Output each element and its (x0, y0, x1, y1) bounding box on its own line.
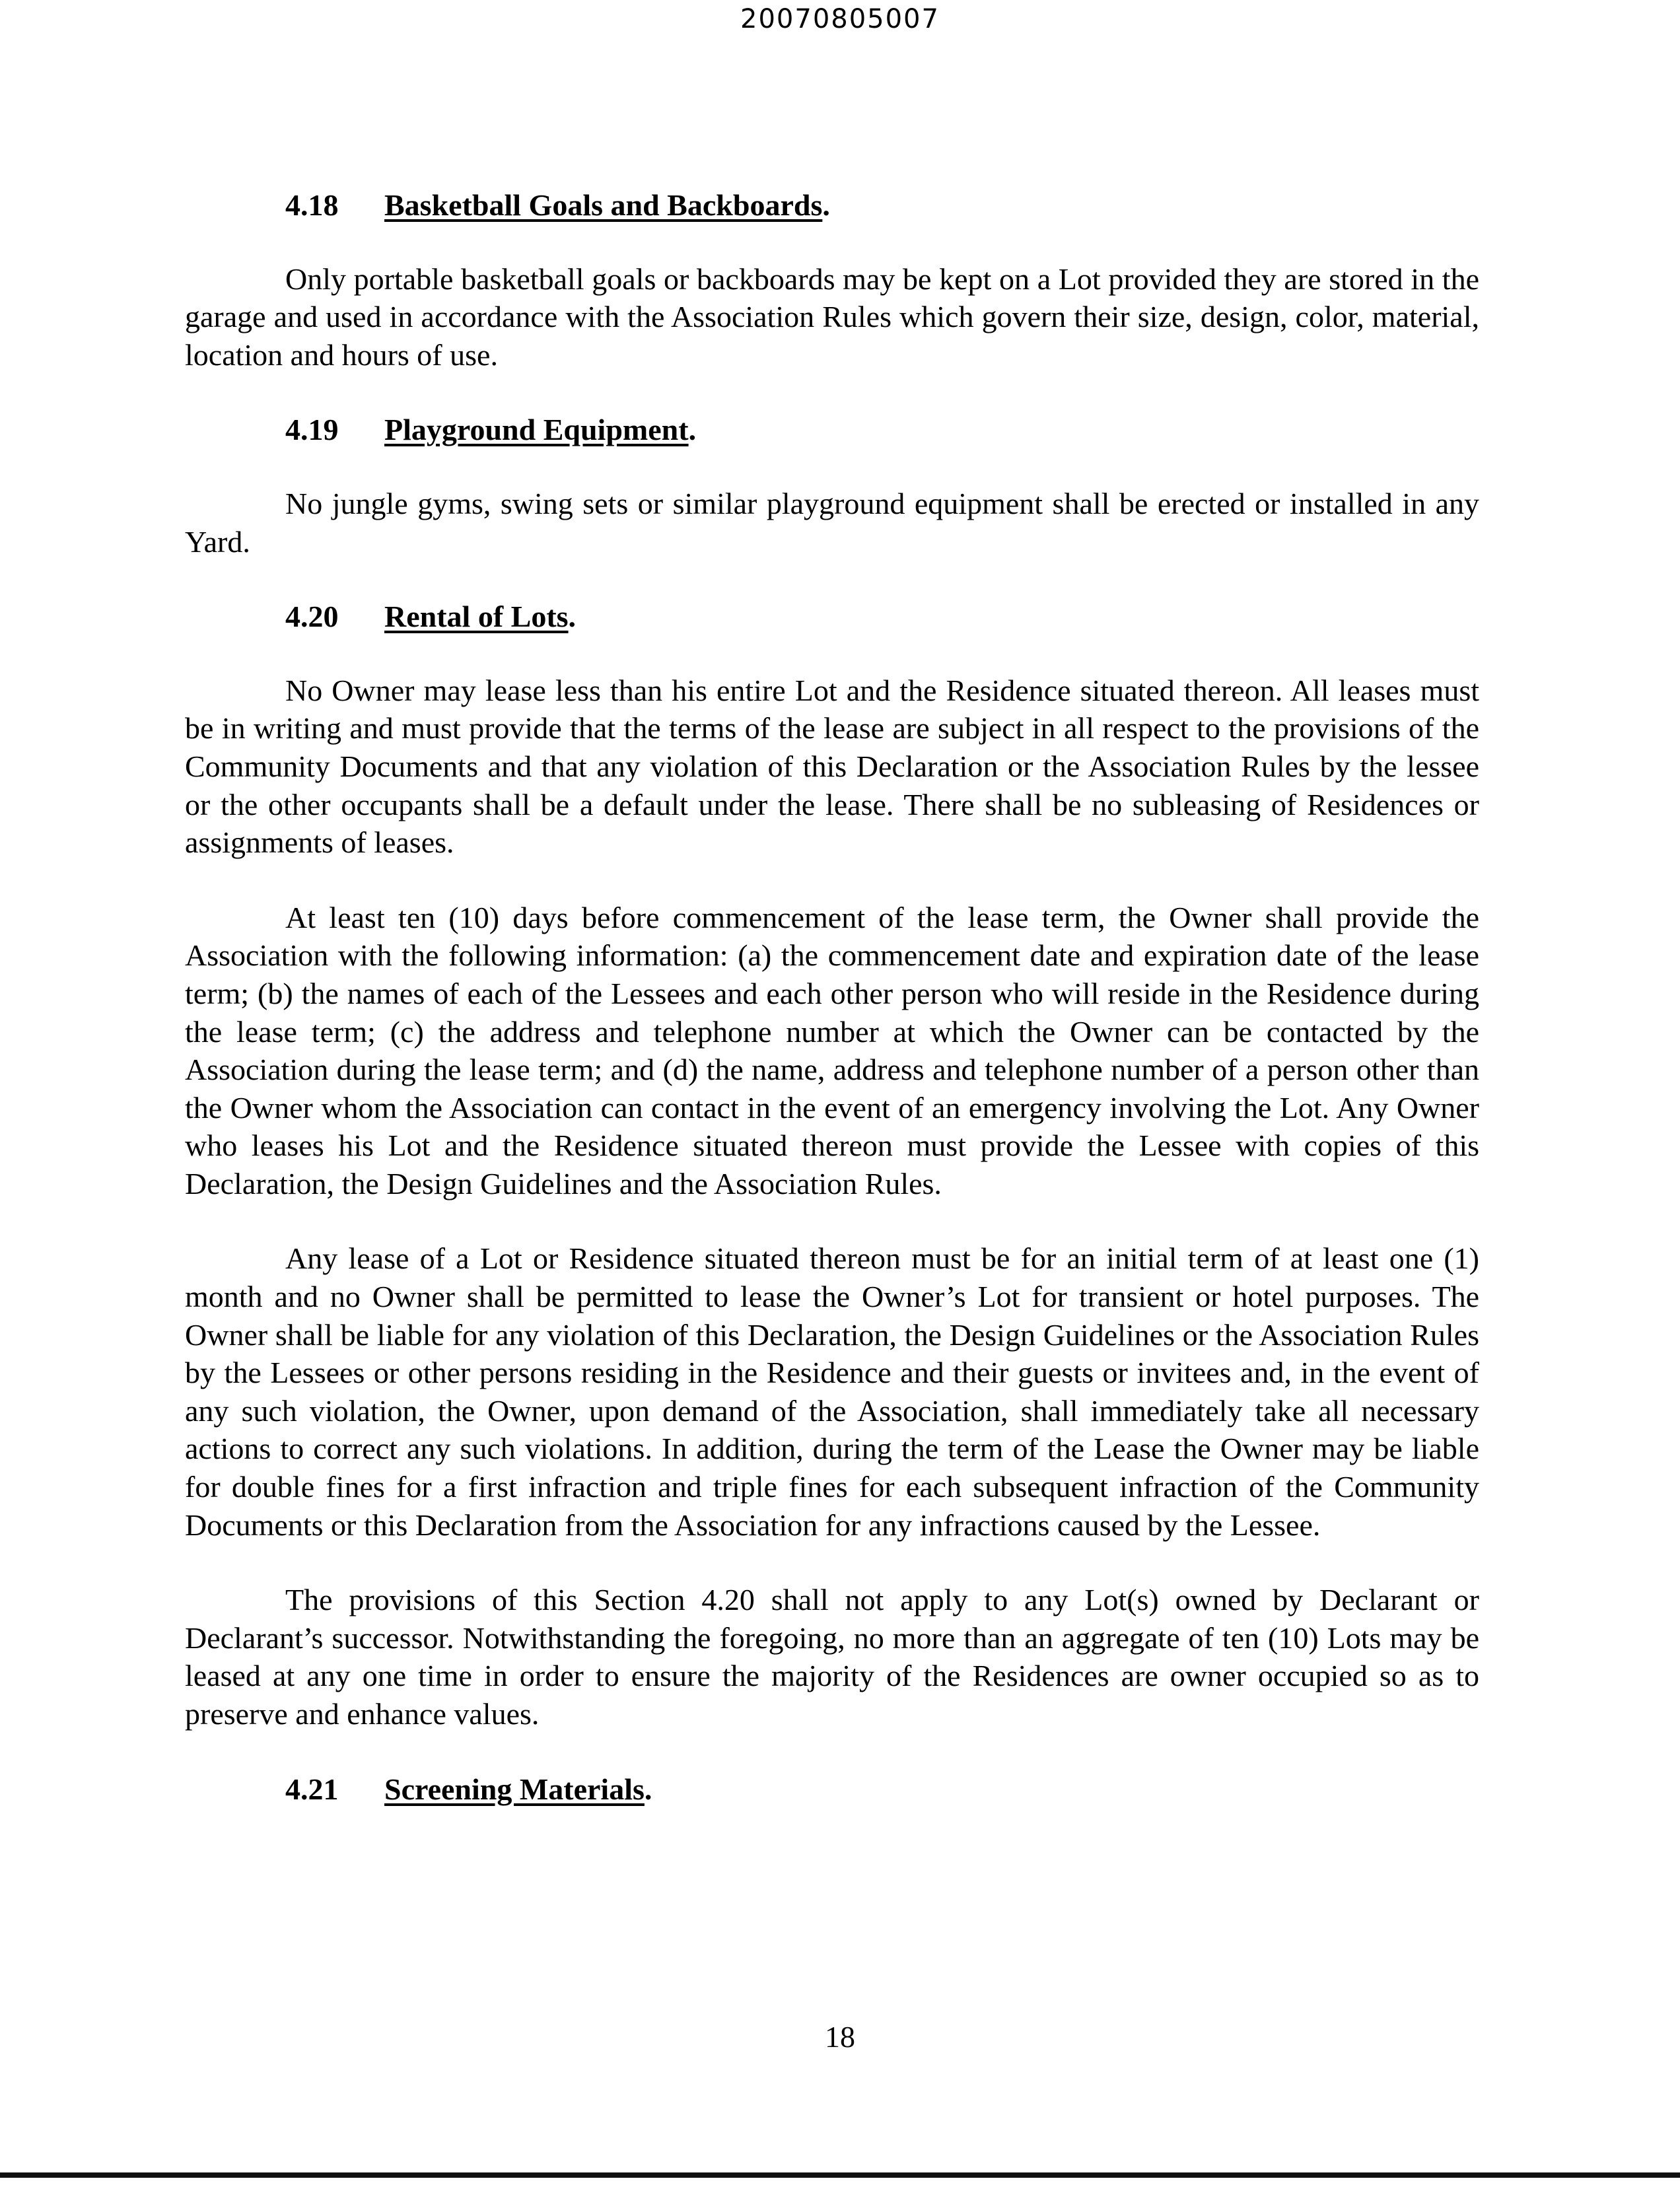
section-heading-4-18: 4.18 Basketball Goals and Backboards. (185, 186, 1479, 225)
section-title: Screening Materials (384, 1772, 645, 1806)
section-title: Playground Equipment (384, 413, 689, 447)
section-heading-4-21: 4.21 Screening Materials. (185, 1770, 1479, 1809)
paragraph: No Owner may lease less than his entire Lot and the Residence situated thereon. All leases must be in writing and must provide that the terms of the lease are subject in all respect to the provisions of the Community Documents and that any violation of this Declaration or the Association Rules by the lessee or the other occupants shall be a default under the lease. There shall be no subleasing of Residences or assignments of leases. (185, 673, 1479, 860)
section-title: Basketball Goals and Backboards (384, 188, 823, 222)
bottom-border (0, 2172, 1680, 2178)
section-number: 4.21 (285, 1772, 339, 1806)
section-number: 4.18 (285, 188, 339, 222)
paragraph: The provisions of this Section 4.20 shall not apply to any Lot(s) owned by Declarant or Declarant’s successor. Notwithstanding the foregoing, no more than an aggregate of ten (10) Lots may be leased at any one time in order to ensure the majority of the Residences are owner occupied so as to preserve and enhance values. (185, 1583, 1479, 1731)
paragraph: No jungle gyms, swing sets or similar playground equipment shall be erected or installed in any Yard. (185, 486, 1479, 559)
document-body (185, 186, 1479, 1844)
section-number: 4.19 (285, 413, 339, 447)
section-heading-4-20: 4.20 Rental of Lots. (185, 598, 1479, 636)
paragraph: At least ten (10) days before commencement of the lease term, the Owner shall provide the Association with the following information: (a) the commencement date and expiration date of the lease term; (b) the names of each of the Lessees and each other person who will reside in the Residence during the lease term; (c) the address and telephone number at which the Owner can be contacted by the Association during the lease term; and (d) the name, address and telephone number of a person other than the Owner whom the Association can contact in the event of an emergency involving the Lot. Any Owner who leases his Lot and the Residence situated thereon must provide the Lessee with copies of this Declaration, the Design Guidelines and the Association Rules. (185, 900, 1479, 1200)
section-number: 4.20 (285, 600, 339, 634)
section-heading-4-19: 4.19 Playground Equipment. (185, 411, 1479, 449)
section-title: Rental of Lots (384, 600, 569, 634)
paragraph: Only portable basketball goals or backboards may be kept on a Lot provided they are stored in the garage and used in accordance with the Association Rules which govern their size, design, color, material, location and hours of use. (185, 261, 1479, 372)
paragraph: Any lease of a Lot or Residence situated thereon must be for an initial term of at least one (1) month and no Owner shall be permitted to lease the Owner’s Lot for transient or hotel purposes. The Owner shall be liable for any violation of this Declaration, the Design Guidelines or the Association Rules by the Lessees or other persons residing in the Residence and their guests or invitees and, in the event of any such violation, the Owner, upon demand of the Association, shall immediately take all necessary actions to correct any such violations. In addition, during the term of the Lease the Owner may be liable for double fines for a first infraction and triple fines for each subsequent infraction of the Community Documents or this Declaration from the Association for any infractions caused by the Lessee. (185, 1241, 1479, 1542)
page-number: 18 (825, 2020, 855, 2054)
document-number: 20070805007 (740, 4, 940, 34)
